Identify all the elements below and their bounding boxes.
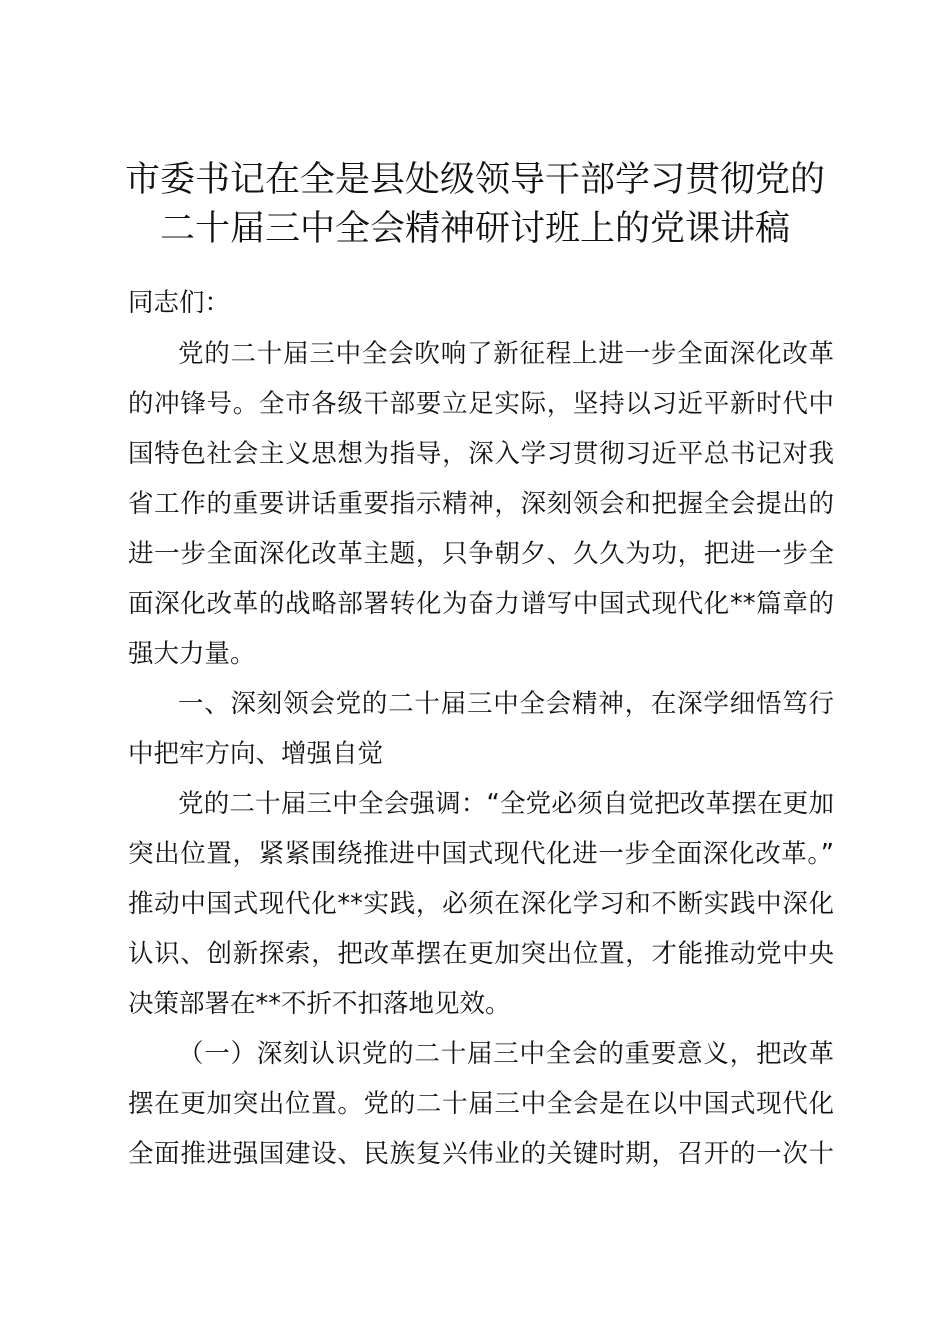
body-line: 全面推进强国建设、民族复兴伟业的关键时期，召开的一次十 — [128, 1139, 834, 1169]
body-line: 认识、创新探索，把改革摆在更加突出位置，才能推动党中央 — [128, 939, 834, 969]
body-line: 决策部署在**不折不扣落地见效。 — [128, 989, 511, 1019]
body-line: 省工作的重要讲话重要指示精神，深刻领会和把握全会提出的 — [128, 489, 834, 519]
body-line: 进一步全面深化改革主题，只争朝夕、久久为功，把进一步全 — [128, 539, 834, 569]
body-line: 突出位置，紧紧围绕推进中国式现代化进一步全面深化改革。” — [128, 839, 834, 869]
body-line: 的冲锋号。全市各级干部要立足实际，坚持以习近平新时代中 — [128, 389, 834, 419]
body-line: 国特色社会主义思想为指导，深入学习贯彻习近平总书记对我 — [128, 439, 834, 469]
body-line: 强大力量。 — [128, 639, 256, 669]
subsection-line: （一）深刻认识党的二十届三中全会的重要意义，把改革 — [178, 1039, 834, 1069]
document-title-line-1: 市委书记在全是县处级领导干部学习贯彻党的 — [124, 160, 825, 200]
body-line: 党的二十届三中全会强调：“全党必须自觉把改革摆在更加 — [178, 789, 834, 819]
body-line: 推动中国式现代化**实践，必须在深化学习和不断实践中深化 — [128, 889, 834, 919]
section-heading-line: 中把牢方向、增强自觉 — [128, 739, 384, 769]
body-line: 面深化改革的战略部署转化为奋力谱写中国式现代化**篇章的 — [128, 589, 834, 619]
body-line: 摆在更加突出位置。党的二十届三中全会是在以中国式现代化 — [128, 1089, 834, 1119]
body-line: 党的二十届三中全会吹响了新征程上进一步全面深化改革 — [178, 339, 834, 369]
document-title-line-2: 二十届三中全会精神研讨班上的党课讲稿 — [159, 209, 790, 249]
salutation: 同志们： — [128, 288, 231, 318]
section-heading-line: 一、深刻领会党的二十届三中全会精神，在深学细悟笃行 — [178, 689, 834, 719]
